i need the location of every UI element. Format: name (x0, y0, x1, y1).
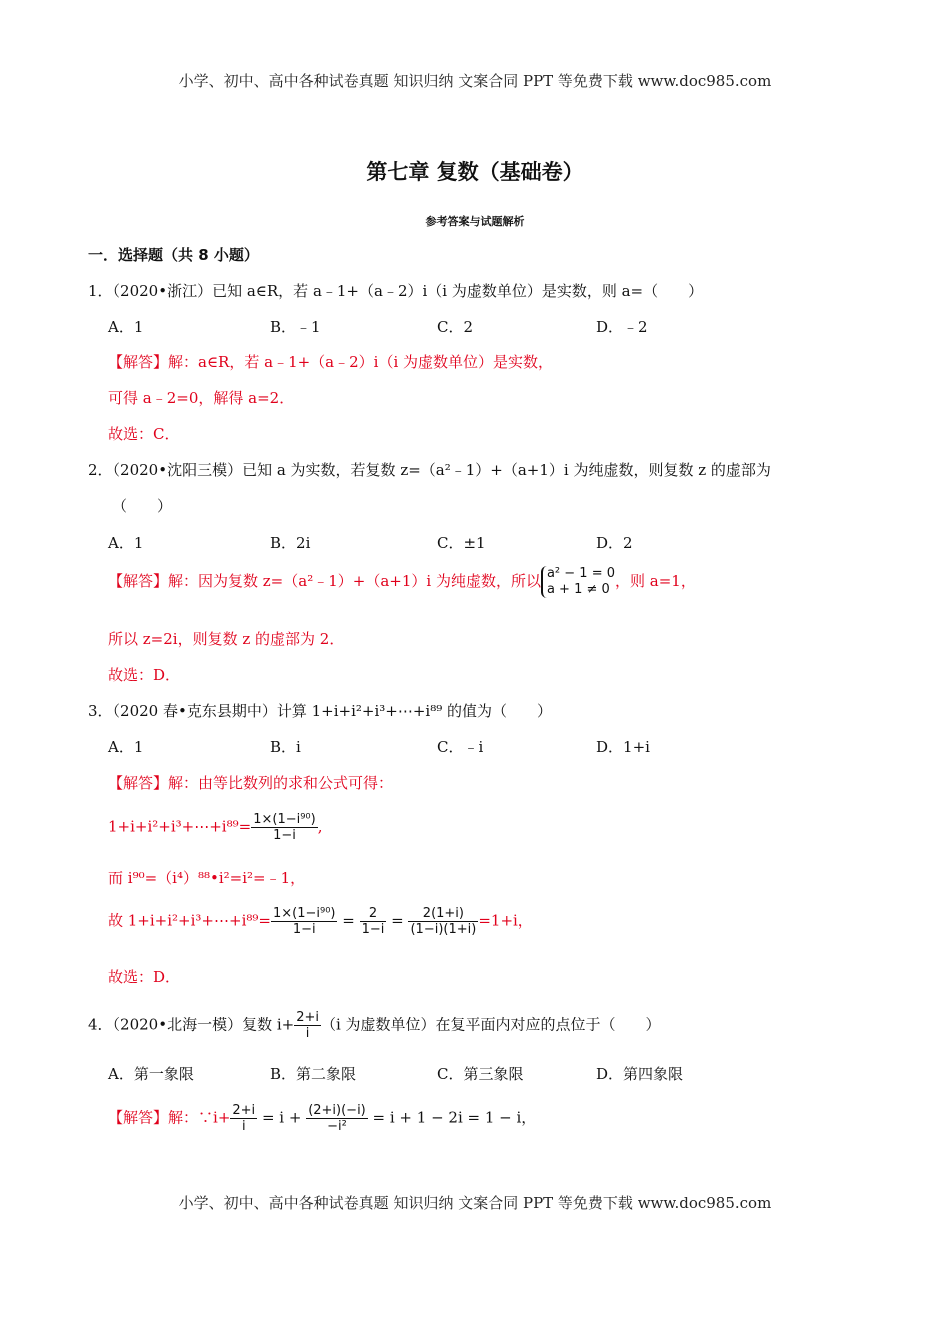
q4-solution-end: = i + 1 − 2i = 1 − i， (367, 1108, 537, 1127)
q3-fraction: $\frac{\text{1×(1−i⁹⁰)}}{1-i}$ (253, 812, 316, 843)
q4-fraction-1: $\frac{2+i}{i}$ (232, 1103, 256, 1134)
q2-solution-line-2: 所以 z=2i，则复数 z 的虚部为 2． (108, 630, 345, 648)
q3-option-c: C．﹣i (437, 738, 484, 756)
q4-solution-line-1 (108, 1103, 536, 1134)
answer-tag: 【解答】 (108, 774, 169, 792)
answer-tag: 【解答】 (108, 1108, 169, 1127)
q3-option-d: D．1+i (596, 738, 650, 756)
q1-option-d: D．﹣2 (596, 318, 648, 336)
q2-solution-text: 解：因为复数 z=（a²﹣1）+（a+1）i 为纯虚数，所以 (168, 572, 541, 590)
q3-solution-line-5: 故选：D． (108, 968, 181, 986)
q2-option-b: B．2i (270, 534, 311, 552)
section-heading: 一．选择题（共 8 小题） (88, 246, 259, 264)
q4-fraction-2: $\frac{(2+i)(-i)}{\text{−i²}}$ (308, 1103, 366, 1134)
q3-final-lhs: 故 1+i+i²+i³+⋯+i⁸⁹= (108, 911, 271, 930)
q2-system-eq-1: a² − 1 = 0 (546, 566, 615, 581)
q1-solution-line-3: 故选：C． (108, 425, 180, 443)
q2-solution-line-1 (108, 566, 696, 598)
page-title: 第七章 复数（基础卷） (366, 160, 584, 184)
q1-option-b: B．﹣1 (270, 318, 321, 336)
q1-option-c: C．2 (437, 318, 474, 336)
q4-solution-text: 解：∵i+ (168, 1108, 231, 1127)
q1-solution-text: 解：a∈R，若 a﹣1+（a﹣2）i（i 为虚数单位）是实数， (168, 353, 554, 371)
question-1-stem: 1．（2020•浙江）已知 a∈R，若 a﹣1+（a﹣2）i（i 为虚数单位）是实数，则 a=（ ） (88, 282, 704, 300)
q2-option-a: A．1 (108, 534, 144, 552)
q3-fraction-2: $\frac{2}{1-i}$ (361, 906, 385, 937)
answer-tag: 【解答】 (108, 353, 169, 371)
page-footer: 小学、初中、高中各种试卷真题 知识归纳 文案合同 PPT 等免费下载 www.doc985.com (178, 1194, 772, 1212)
q4-option-c: C．第三象限 (437, 1065, 524, 1083)
q4-stem-fraction: $\frac{2+i}{i}$ (296, 1010, 319, 1041)
q2-solution-line-3: 故选：D． (108, 666, 181, 684)
q4-option-a: A．第一象限 (108, 1065, 194, 1083)
question-3-stem: 3．（2020 春•克东县期中）计算 1+i+i²+i³+⋯+i⁸⁹ 的值为（ ） (88, 702, 552, 720)
q2-equation-system (541, 566, 615, 598)
q4-solution-mid: = i + (257, 1108, 307, 1127)
q3-solution-line-1 (108, 772, 393, 793)
q2-option-c: C．±1 (437, 534, 486, 552)
q3-final-result: =1+i， (478, 911, 533, 930)
q4-stem-part-a: 4．（2020•北海一模）复数 i+ (88, 1015, 295, 1034)
q3-option-a: A．1 (108, 738, 144, 756)
question-2-stem: 2．（2020•沈阳三模）已知 a 为实数，若复数 z=（a²﹣1）+（a+1）i 为纯虚数，则复数 z 的虚部为 (88, 461, 771, 479)
q4-option-b: B．第二象限 (270, 1065, 357, 1083)
page-subtitle: 参考答案与试题解析 (425, 215, 525, 228)
q1-solution-line-2: 可得 a﹣2=0，解得 a=2． (108, 389, 295, 407)
question-4-stem (88, 1010, 661, 1041)
q3-solution-line-3: 而 i⁹⁰=（i⁴）⁸⁸•i²=i²=﹣1， (108, 869, 306, 887)
q2-option-d: D．2 (596, 534, 633, 552)
q4-option-d: D．第四象限 (596, 1065, 684, 1083)
q2-solution-text-b: ，则 a=1， (615, 572, 696, 590)
q1-option-a: A．1 (108, 318, 144, 336)
q1-solution-line-1 (108, 351, 553, 372)
q4-stem-part-b: （i 为虚数单位）在复平面内对应的点位于（ ） (320, 1015, 661, 1034)
answer-tag: 【解答】 (108, 572, 169, 590)
q3-solution-line-4: 故 1+i+i²+i³+⋯+i⁸⁹= $\frac{\text{1×(1−i⁹⁰)}}{1-i}$ = $\frac{2}{1-i}$ = $\frac{2(1+i)}{(1-i)(1+i)}$ =1+i， (108, 906, 533, 937)
question-2-stem-cont: （ ） (112, 497, 173, 515)
q3-sum-expression: 1+i+i²+i³+⋯+i⁸⁹= (108, 817, 252, 836)
q3-fraction-1: $\frac{\text{1×(1−i⁹⁰)}}{1-i}$ (272, 906, 336, 937)
q3-solution-line-2: 1+i+i²+i³+⋯+i⁸⁹= $\frac{\text{1×(1−i⁹⁰)}}{1-i}$ , (108, 812, 323, 843)
page-header: 小学、初中、高中各种试卷真题 知识归纳 文案合同 PPT 等免费下载 www.doc985.com (178, 72, 772, 90)
q2-system-eq-2: a + 1 ≠ 0 (546, 582, 610, 597)
q3-fraction-3: $\frac{2(1+i)}{(1-i)(1+i)}$ (410, 906, 477, 937)
q3-solution-text: 解：由等比数列的求和公式可得： (168, 774, 394, 792)
q3-option-b: B．i (270, 738, 301, 756)
